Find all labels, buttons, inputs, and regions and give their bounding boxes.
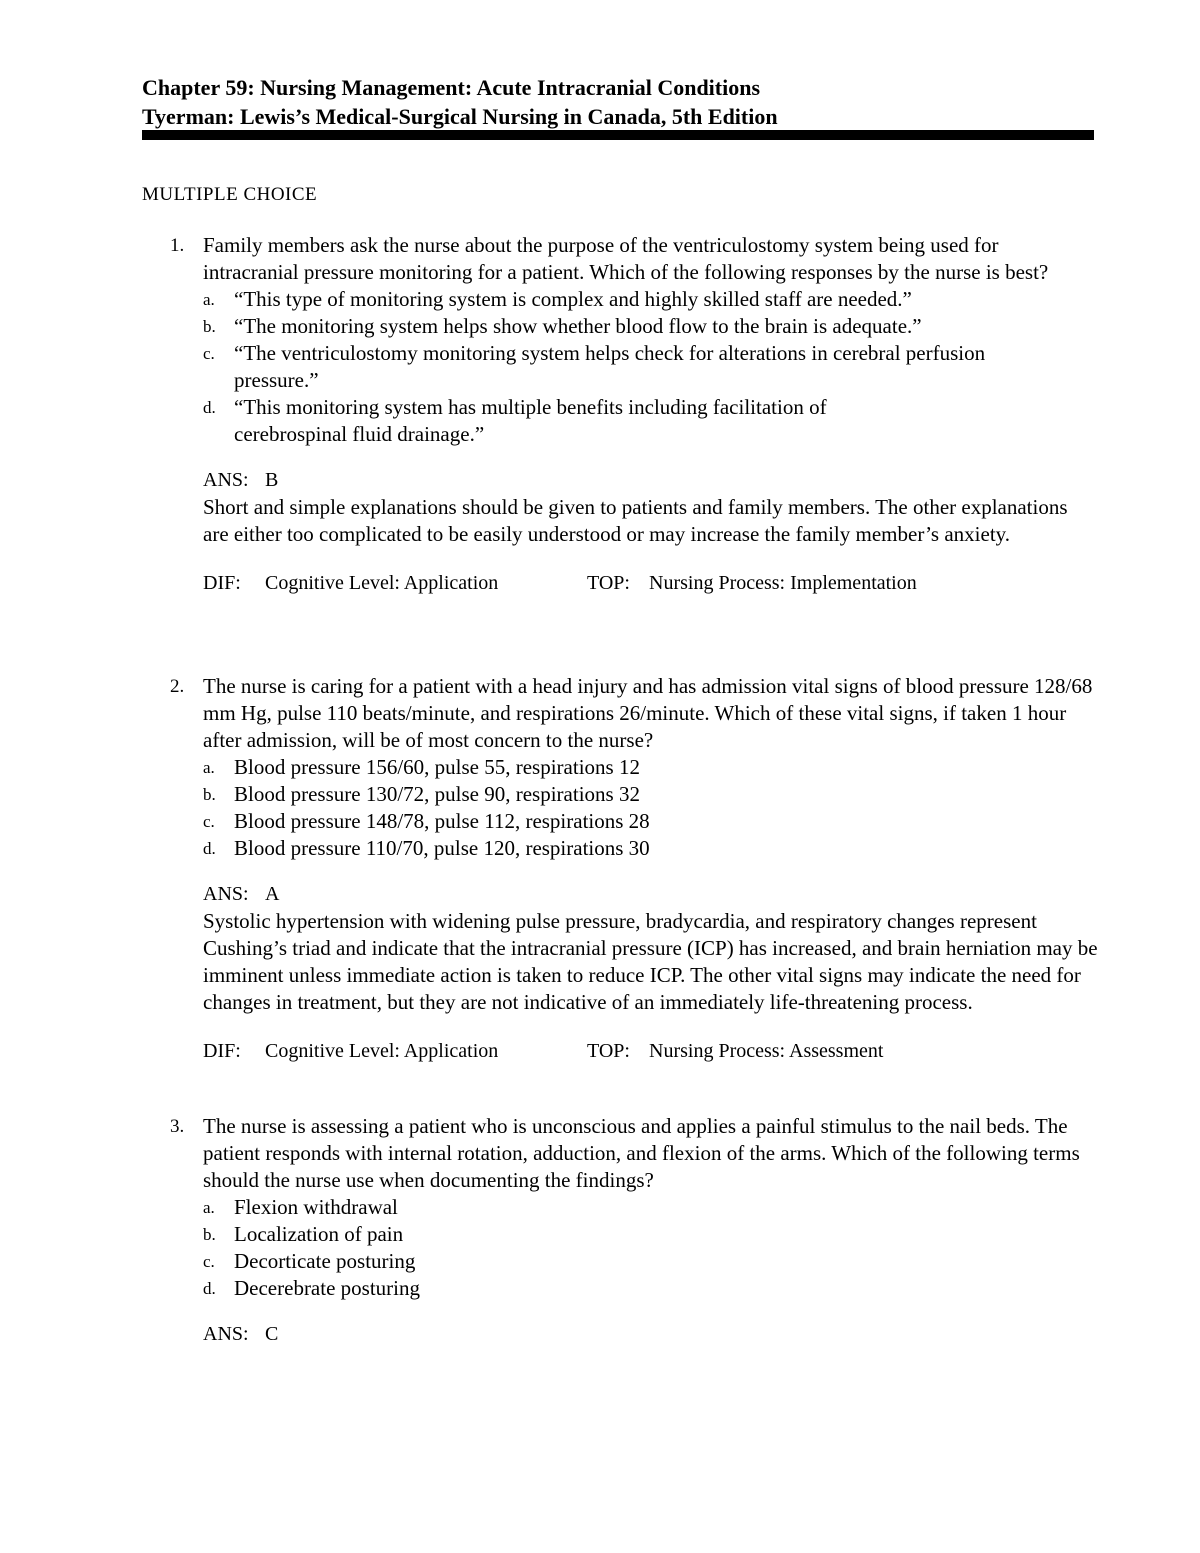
chapter-title: Chapter 59: Nursing Management: Acute Intracranial Conditions <box>142 75 761 100</box>
option-text: Blood pressure 156/60, pulse 55, respirations 12 <box>234 755 640 779</box>
option-text: Localization of pain <box>234 1222 404 1246</box>
top-value: Nursing Process: Implementation <box>649 572 917 594</box>
top-label: TOP: <box>587 1040 630 1062</box>
answer-value: A <box>265 883 280 905</box>
section-title: MULTIPLE CHOICE <box>142 184 318 205</box>
question-stem: The nurse is assessing a patient who is unconscious and applies a painful stimulus to the nail beds. The patient responds with internal rotation, adduction, and flexion of the arms. Which of the following terms should the nurse use when documenting the findings? <box>203 1114 1080 1192</box>
question-stem: Family members ask the nurse about the purpose of the ventriculostomy system being used for intracranial pressure monitoring for a patient. Which of the following responses by the nurse is best? <box>203 233 1049 284</box>
option-text: Decorticate posturing <box>234 1249 416 1273</box>
option-text: Decerebrate posturing <box>234 1276 420 1300</box>
option-letter: a. <box>203 290 215 309</box>
option-letter: d. <box>203 398 216 417</box>
rationale: Short and simple explanations should be given to patients and family members. The other explanations are either too complicated to be easily understood or may increase the family member’s anxiety. <box>203 495 1068 546</box>
question-number: 3. <box>170 1116 185 1137</box>
question-1 <box>142 232 1102 597</box>
option-list <box>203 754 1102 862</box>
option-c <box>203 808 1102 835</box>
option-letter: c. <box>203 1252 215 1271</box>
answer-value: B <box>265 469 279 491</box>
dif-value: Cognitive Level: Application <box>265 1040 499 1062</box>
option-letter: c. <box>203 812 215 831</box>
question-number: 1. <box>170 235 185 256</box>
question-meta <box>203 570 1102 597</box>
dif-label: DIF: <box>203 572 241 594</box>
option-text: Blood pressure 110/70, pulse 120, respirations 30 <box>234 836 650 860</box>
option-b <box>203 781 1102 808</box>
question-2 <box>142 673 1102 1065</box>
book-title: Tyerman: Lewis’s Medical-Surgical Nursing in Canada, 5th Edition <box>142 104 778 129</box>
option-text: Blood pressure 130/72, pulse 90, respirations 32 <box>234 782 640 806</box>
answer-label: ANS: <box>203 469 249 491</box>
option-letter: a. <box>203 758 215 777</box>
option-letter: d. <box>203 1279 216 1298</box>
option-list <box>203 1194 1102 1302</box>
option-text: “This monitoring system has multiple benefits including facilitation of cerebrospinal fluid drainage.” <box>234 395 827 446</box>
question-meta <box>203 1038 1102 1065</box>
option-d <box>203 835 1102 862</box>
option-b <box>203 1221 1102 1248</box>
option-text: “The monitoring system helps show whether blood flow to the brain is adequate.” <box>234 314 922 338</box>
option-d <box>203 394 1102 448</box>
option-text: Blood pressure 148/78, pulse 112, respirations 28 <box>234 809 650 833</box>
header-rule <box>142 130 1094 140</box>
option-a <box>203 1194 1102 1221</box>
answer-line <box>203 881 1102 908</box>
option-letter: c. <box>203 344 215 363</box>
top-label: TOP: <box>587 572 630 594</box>
rationale: Systolic hypertension with widening pulse pressure, bradycardia, and respiratory changes represent Cushing’s triad and indicate that the intracranial pressure (ICP) has increased, and brain herniation may be imminent unless immediate action is taken to reduce ICP. The other vital signs may indicate the need for changes in treatment, but they are not indicative of an immediately life-threatening process. <box>203 909 1098 1014</box>
option-text: “The ventriculostomy monitoring system helps check for alterations in cerebral perfusion pressure.” <box>234 341 986 392</box>
option-list <box>203 286 1102 448</box>
option-letter: d. <box>203 839 216 858</box>
option-a <box>203 286 1102 313</box>
answer-value: C <box>265 1323 279 1345</box>
option-text: Flexion withdrawal <box>234 1195 398 1219</box>
option-letter: a. <box>203 1198 215 1217</box>
answer-label: ANS: <box>203 1323 249 1345</box>
option-text: “This type of monitoring system is complex and highly skilled staff are needed.” <box>234 287 912 311</box>
top-value: Nursing Process: Assessment <box>649 1040 884 1062</box>
answer-label: ANS: <box>203 883 249 905</box>
option-letter: b. <box>203 785 216 804</box>
answer-line <box>203 467 1102 494</box>
question-number: 2. <box>170 676 185 697</box>
answer-line <box>203 1321 1102 1348</box>
option-c <box>203 1248 1102 1275</box>
option-b <box>203 313 1102 340</box>
dif-label: DIF: <box>203 1040 241 1062</box>
option-c <box>203 340 1102 394</box>
option-letter: b. <box>203 1225 216 1244</box>
question-stem: The nurse is caring for a patient with a head injury and has admission vital signs of blood pressure 128/68 mm Hg, pulse 110 beats/minute, and respirations 26/minute. Which of these vital signs, if taken 1 hour after admission, will be of most concern to the nurse? <box>203 674 1093 752</box>
option-a <box>203 754 1102 781</box>
option-letter: b. <box>203 317 216 336</box>
dif-value: Cognitive Level: Application <box>265 572 499 594</box>
option-d <box>203 1275 1102 1302</box>
question-3 <box>142 1113 1102 1348</box>
